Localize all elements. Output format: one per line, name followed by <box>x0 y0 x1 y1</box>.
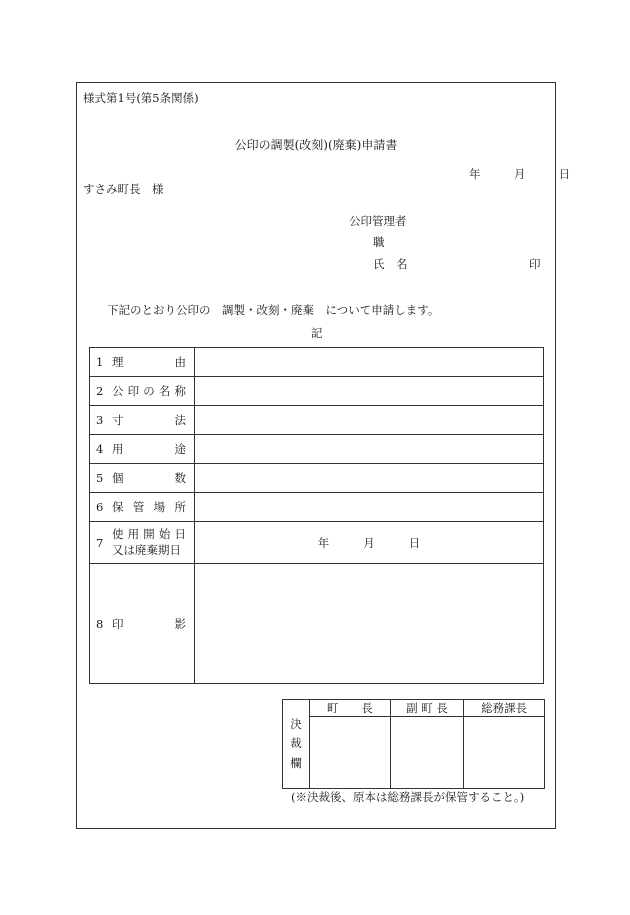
form-number: 様式第1号(第5条関係) <box>83 91 199 105</box>
approval-col-general-affairs: 総務課長 <box>464 700 545 717</box>
item-label: 印 影 <box>112 616 186 631</box>
ki-label: 記 <box>311 326 323 340</box>
item-row <box>90 435 544 464</box>
item-label-cell <box>90 493 195 522</box>
item-label: 理 由 <box>112 355 186 369</box>
item-label-cell <box>90 406 195 435</box>
item-row <box>90 406 544 435</box>
applicant-name-label: 氏 名 <box>373 257 408 271</box>
addressee: すさみ町長 様 <box>83 182 164 196</box>
item-label-cell <box>90 435 195 464</box>
seal-mark: 印 <box>529 257 541 271</box>
item-value-cell[interactable] <box>195 406 544 435</box>
footnote: (※決裁後、原本は総務課長が保管すること。) <box>291 790 525 804</box>
item-row <box>90 493 544 522</box>
item-number: 8 <box>96 616 104 631</box>
item-number: 5 <box>96 471 104 485</box>
item7-date-month: 月 <box>363 535 375 550</box>
approval-col-mayor: 町 長 <box>310 700 391 717</box>
date-month: 月 <box>513 167 526 181</box>
item-value-cell[interactable] <box>195 435 544 464</box>
item-row <box>90 464 544 493</box>
item-label: 寸 法 <box>112 413 186 427</box>
approval-cell-deputy-mayor[interactable] <box>390 717 464 789</box>
intro-text: 下記のとおり公印の 調製・改刻・廃棄 について申請します。 <box>107 303 440 317</box>
approval-col-deputy-mayor: 副 町 長 <box>390 700 464 717</box>
approval-table <box>282 699 545 789</box>
item7-date-year: 年 <box>317 535 330 550</box>
items-table <box>89 347 544 684</box>
applicant-post-label: 職 <box>373 235 385 249</box>
item-label: 使 用 開 始 日 <box>112 526 186 541</box>
item-value-cell[interactable] <box>195 377 544 406</box>
item-value-cell[interactable] <box>195 493 544 522</box>
item-label: 保 管 場 所 <box>112 500 186 514</box>
item-value-cell[interactable] <box>195 348 544 377</box>
item-number: 3 <box>96 413 104 427</box>
approval-side-label: 決 裁 欄 <box>283 700 310 789</box>
item-number: 2 <box>96 384 104 398</box>
item-number: 4 <box>96 442 104 456</box>
item-label-cell <box>90 522 195 564</box>
document-title: 公印の調製(改刻)(廃棄)申請書 <box>234 138 398 152</box>
item-row <box>90 377 544 406</box>
item-label-line2: 又は廃棄期日 <box>112 542 181 557</box>
item-number: 1 <box>96 355 104 369</box>
item-value-cell[interactable] <box>195 564 544 684</box>
item-label-cell <box>90 377 195 406</box>
item-row <box>90 522 544 564</box>
date-year: 年 <box>469 167 481 181</box>
item-label: 公 印 の 名 称 <box>112 384 186 398</box>
application-date <box>469 169 570 181</box>
item-label: 用 途 <box>112 442 186 456</box>
item-value-cell[interactable] <box>195 464 544 493</box>
approval-cell-mayor[interactable] <box>310 717 391 789</box>
date-day: 日 <box>558 167 571 181</box>
item7-date-day: 日 <box>408 535 421 550</box>
item-label-cell <box>90 348 195 377</box>
item-label-cell <box>90 564 195 684</box>
item-number: 7 <box>96 535 104 550</box>
approval-cell-general-affairs[interactable] <box>464 717 545 789</box>
item-row <box>90 564 544 684</box>
item7-date <box>195 535 543 551</box>
form-frame <box>76 82 571 829</box>
item-label: 個 数 <box>112 471 186 485</box>
item-value-cell[interactable] <box>195 522 544 564</box>
item-number: 6 <box>96 500 104 514</box>
item-row <box>90 348 544 377</box>
item-label-cell <box>90 464 195 493</box>
applicant-title: 公印管理者 <box>349 214 407 228</box>
